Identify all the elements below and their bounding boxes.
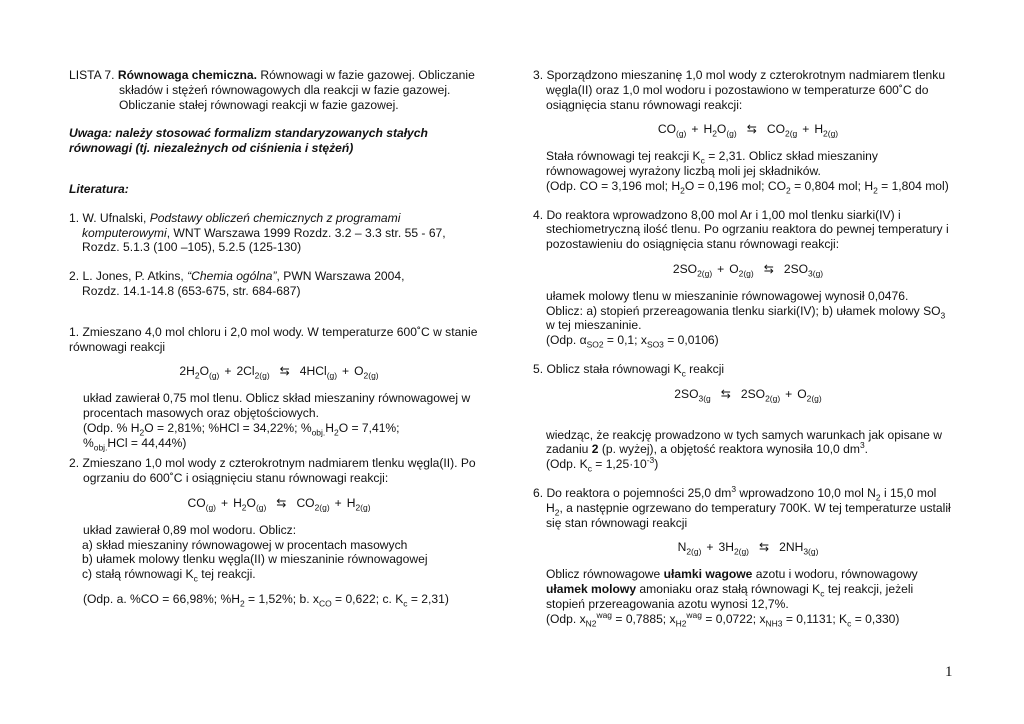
list-item: a) skład mieszaniny równowagowej w procentach masowych xyxy=(82,537,408,552)
problem-5: 5. Oblicz stała równowagi $K_c$ reakcji $2SO_{3(g}$ ⇆ $2SO_{2(g)} + O_{2(g)}$ wiedząc, że reakcję prowadzono w tych samych warunkach jak opisane w zadaniu 2 (p. wyżej), a objętość reaktora wynosiła 10,0 $dm^3$. (Odp. $K_c = 1,25\cdot 10^{-3}$) xyxy=(533,362,963,472)
equilibrium-arrow-icon: ⇆ xyxy=(746,122,757,137)
sub-questions xyxy=(69,538,489,582)
left-column xyxy=(69,68,489,607)
equilibrium-arrow-icon: ⇆ xyxy=(763,261,774,276)
problem-6: 6. Do reaktora o pojemności 25,0 $dm^3$ wprowadzono 10,0 mol $N_2$ i 15,0 mol $H_2$, a następnie ogrzewano do temperatury 700K. W tej temperaturze ustalił się stan równowagi reakcji $N_{2(g)} + 3H_{2(g)}$ ⇆ $2NH_{3(g)}$ Oblicz równowagowe ułamki wagowe azotu i wodoru, równowagowy ułamek molowy amoniaku oraz stałą równowagi $K_c$ tej reakcji, jeżeli stopień przereagowania azotu wynosi 12,7%. (Odp. $x_{N2}^{wag} = 0,7885$; $x_{H2}^{wag} = 0,0722$; $x_{NH3} = 0,1131$; $K_c = 0,330$) xyxy=(533,486,963,626)
list-item: c) stałą równowagi $K_c$ tej reakcji. xyxy=(82,567,256,584)
problem-4: 4. Do reaktora wprowadzono 8,00 mol Ar i 1,00 mol tlenku siarki(IV) i stechiometryczną ilość tlenu. Po ogrzaniu reaktora do pewnej temperatury i pozostawieniu do osiągnięcia stanu równowagi reakcji: $2SO_{2(g)} + O_{2(g)}$ ⇆ $2SO_{3(g)}$ ułamek molowy tlenu w mieszaninie równowagowej wynosił 0,0476. Oblicz: a) stopień przereagowania tlenku siarki(IV); b) ułamek molowy $SO_3$ w tej mieszaninie. (Odp. $\alpha_{SO2} = 0,1$; $x_{SO3} = 0,0106$) xyxy=(533,208,963,348)
reference-1: 1. W. Ufnalski, Podstawy obliczeń chemicznych z programami komputerowymi, WNT Warszawa 1999 Rozdz. 3.2 – 3.3 str. 55 - 67, Rozdz. 5.1.3 (100 –105), 5.2.5 (125-130) xyxy=(69,210,446,255)
problem-2: 2. Zmieszano 1,0 mol wody z czterokrotnym nadmiarem tlenku węgla(II). Po ogrzaniu do 600˚C i osiągnięciu stanu równowagi reakcji: $CO_{(g)} + H_2O_{(g)}$ ⇆ $CO_{2(g)} + H_{2(g)}$ układ zawierał 0,89 mol wodoru. Oblicz: a) skład mieszaniny równowagowej w procentach masowych b) ułamek molowy tlenku węgla(II) w mieszaninie równowagowej c) stałą równowagi $K_c$ tej reakcji. (Odp. a. %CO = 66,98%; $\%H_2 = 1,52\%$; b. $x_{CO} = 0,622$; c. $K_c = 2,31$) xyxy=(69,456,489,606)
equation-2: $CO_{(g)} + H_2O_{(g)}$ ⇆ $CO_{2(g)} + H_{2(g)}$ xyxy=(187,495,371,513)
note: Uwaga: należy stosować formalizm standaryzowanych stałych równowagi (tj. niezależnych od ciśnienia i stężeń) xyxy=(69,126,428,156)
page-number: 1 xyxy=(945,664,953,680)
equation-3: $CO_{(g)} + H_2O_{(g)}$ ⇆ $CO_{2(g} + H_{2(g)}$ xyxy=(657,122,839,139)
equilibrium-arrow-icon: ⇆ xyxy=(276,495,287,510)
answer-3: (Odp. CO = 3,196 mol; $H_2O = 0,196$ mol; $CO_2 = 0,804$ mol; $H_2 = 1,804$ mol) xyxy=(546,178,949,196)
list-label: LISTA 7. xyxy=(69,68,115,82)
equilibrium-arrow-icon: ⇆ xyxy=(279,364,290,379)
equilibrium-arrow-icon: ⇆ xyxy=(720,386,731,401)
list-title: Równowaga chemiczna. xyxy=(117,68,257,82)
answer-6: (Odp. $x_{N2}^{wag} = 0,7885$; $x_{H2}^{wag} = 0,0722$; $x_{NH3} = 0,1131$; $K_c = 0,330$) xyxy=(546,609,900,628)
list-item: b) ułamek molowy tlenku węgla(II) w mieszaninie równowagowej xyxy=(82,552,428,567)
answer-5: (Odp. $K_c = 1,25\cdot 10^{-3}$) xyxy=(546,455,659,474)
literature-heading: Literatura: xyxy=(69,181,129,196)
right-column xyxy=(533,68,963,626)
answer-1: (Odp. % $H_2O = 2,81\%$; %HCl = 34,22%; $\%_{obj.}H_2O = 7,41\%$; xyxy=(83,420,400,438)
equilibrium-arrow-icon: ⇆ xyxy=(759,540,770,555)
answer-4: (Odp. $\alpha_{SO2} = 0,1$; $x_{SO3} = 0,0106$) xyxy=(546,333,719,350)
equation-1: $2H_2O_{(g)} + 2Cl_{2(g)}$ ⇆ $4HCl_{(g)} + O_{2(g)}$ xyxy=(179,364,379,381)
reference-2: 2. L. Jones, P. Atkins, “Chemia ogólna”, PWN Warszawa 2004, Rozdz. 14.1-14.8 (653-675, str. 684-687) xyxy=(69,269,405,298)
list-header: LISTA 7. Równowaga chemiczna. Równowagi w fazie gazowej. Obliczanie składów i stężeń równowagowych dla reakcji w fazie gazowej. Obliczanie stałej równowagi reakcji w fazie gazowej. xyxy=(69,68,475,112)
equation-4: $2SO_{2(g)} + O_{2(g)}$ ⇆ $2SO_{3(g)}$ xyxy=(672,261,824,279)
equation-5: $2SO_{3(g}$ ⇆ $2SO_{2(g)} + O_{2(g)}$ xyxy=(674,386,822,404)
equation-6: $N_{2(g)} + 3H_{2(g)}$ ⇆ $2NH_{3(g)}$ xyxy=(677,540,819,557)
problem-1: 1. Zmieszano 4,0 mol chloru i 2,0 mol wody. W temperaturze 600˚C w stanie równowagi reakcji $2H_2O_{(g)} + 2Cl_{2(g)}$ ⇆ $4HCl_{(g)} + O_{2(g)}$ układ zawierał 0,75 mol tlenu. Oblicz skład mieszaniny równowagowej w procentach masowych oraz objętościowych. (Odp. % $H_2O = 2,81\%$; %HCl = 34,22%; $\%_{obj.}H_2O = 7,41\%$; $\%_{obj.}HCl = 44,44\%$) xyxy=(69,325,489,451)
problem-3: 3. Sporządzono mieszaninę 1,0 mol wody z czterokrotnym nadmiarem tlenku węgla(II) oraz 1,0 mol wodoru i pozostawiono w temperaturze 600˚C do osiągnięcia stanu równowagi reakcji: $CO_{(g)} + H_2O_{(g)}$ ⇆ $CO_{2(g} + H_{2(g)}$ Stała równowagi tej reakcji $K_c = 2,31$. Oblicz skład mieszaniny równowagowej wyrażony liczbą moli jej składników. (Odp. CO = 3,196 mol; $H_2O = 0,196$ mol; $CO_2 = 0,804$ mol; $H_2 = 1,804$ mol) xyxy=(533,68,963,194)
answer-2: (Odp. a. %CO = 66,98%; $\%H_2 = 1,52\%$; b. $x_{CO} = 0,622$; c. $K_c = 2,31$) xyxy=(83,591,449,609)
